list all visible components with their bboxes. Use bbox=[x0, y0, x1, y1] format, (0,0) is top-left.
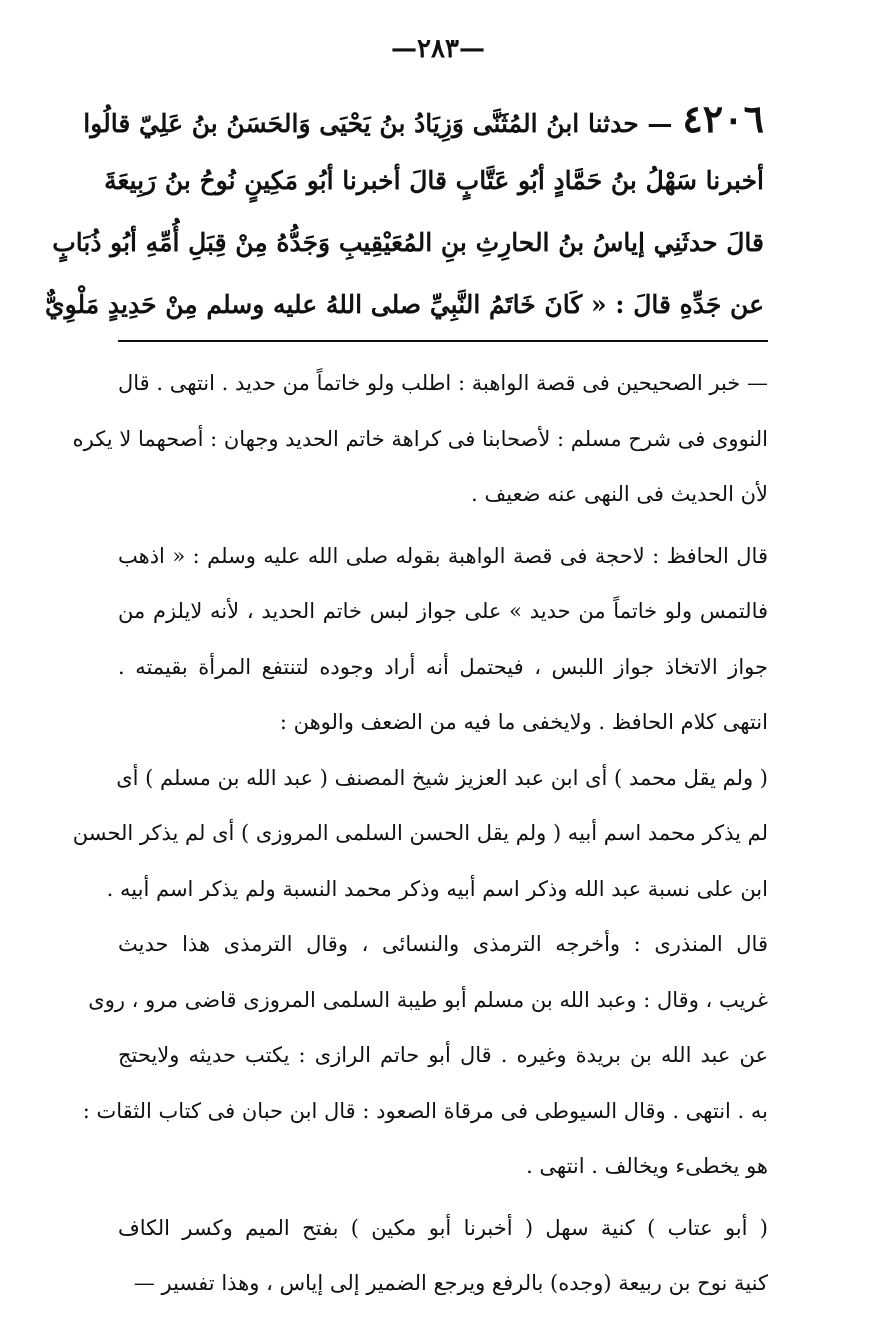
commentary bbox=[72, 356, 768, 1312]
hadith-line: قالَ حدثَنِي إياسُ بنُ الحارِثِ بنِ المُعَيْقِيبِ وَجَدُّهُ مِنْ قِبَلِ أُمِّهِ أبُو ذُبَابٍ bbox=[52, 228, 764, 257]
page-number: —٢٨٣— bbox=[391, 34, 485, 64]
commentary-line: لأن الحديث فى النهى عنه ضعيف . bbox=[471, 482, 768, 506]
commentary-paragraph bbox=[118, 529, 768, 751]
hadith-line-text: — حدثنا ابنُ المُثَنَّى وَزِيَادُ بنُ يَحْيَى وَالحَسَنُ بنُ عَلِيّ قالُوا bbox=[83, 109, 673, 138]
commentary-line: ( ولم يقل محمد ) أى ابن عبد العزيز شيخ المصنف ( عبد الله بن مسلم ) أى bbox=[116, 765, 768, 790]
commentary-line: انتهى كلام الحافظ . ولايخفى ما فيه من الضعف والوهن : bbox=[279, 710, 768, 734]
commentary-line: عن عبد الله بن بريدة وغيره . قال أبو حاتم الرازى : يكتب حديثه ولايحتج bbox=[118, 1043, 768, 1067]
commentary-line: هو يخطىء ويخالف . انتهى . bbox=[526, 1154, 768, 1178]
commentary-line: ( أبو عتاب ) كنية سهل ( أخبرنا أبو مكين ) بفتح الميم وكسر الكاف bbox=[118, 1215, 768, 1240]
commentary-line: غريب ، وقال : وعبد الله بن مسلم أبو طيبة السلمى المروزى قاضى مرو ، روى bbox=[88, 987, 768, 1012]
commentary-line: لم يذكر محمد اسم أبيه ( ولم يقل الحسن السلمى المروزى ) أى لم يذكر الحسن bbox=[72, 821, 768, 845]
commentary-paragraph bbox=[72, 356, 768, 523]
divider-rule bbox=[118, 340, 768, 342]
hadith-line: عن جَدِّهِ قالَ : « كَانَ خَاتَمُ النَّبِيِّ صلى اللهُ عليه وسلم مِنْ حَدِيدٍ مَلْوِيٌّ bbox=[45, 290, 764, 319]
commentary-line: قال الحافظ : لاحجة فى قصة الواهبة بقوله صلى الله عليه وسلم : « اذهب bbox=[118, 543, 768, 568]
commentary-paragraph bbox=[82, 917, 768, 1195]
commentary-line: جواز الاتخاذ جواز اللبس ، فيحتمل أنه أراد وجوده لتنتفع المرأة بقيمته . bbox=[118, 654, 768, 679]
commentary-paragraph bbox=[118, 1201, 768, 1312]
commentary-line: كنية نوح بن ربيعة (وجده) بالرفع ويرجع الضمير إلى إياس ، وهذا تفسير — bbox=[133, 1271, 768, 1295]
commentary-line: ابن على نسبة عبد الله وذكر اسم أبيه وذكر محمد النسبة ولم يذكر اسم أبيه . bbox=[106, 876, 768, 901]
hadith-line: أخبرنا سَهْلُ بنُ حَمَّادٍ أبُو عَتَّابٍ قالَ أخبرنا أبُو مَكِينٍ نُوحُ بنُ رَبِيعَةَ bbox=[104, 166, 764, 195]
commentary-line: النووى فى شرح مسلم : لأصحابنا فى كراهة خاتم الحديد وجهان : أصحهما لا يكره bbox=[72, 426, 768, 451]
hadith-line bbox=[83, 88, 764, 150]
commentary-line: فالتمس ولو خاتماً من حديد » على جواز لبس خاتم الحديد ، لأنه لايلزم من bbox=[118, 599, 768, 623]
commentary-line: — خبر الصحيحين فى قصة الواهبة : اطلب ولو خاتماً من حديد . انتهى . قال bbox=[118, 371, 768, 395]
hadith-block bbox=[45, 88, 764, 336]
commentary-line: قال المنذرى : وأخرجه الترمذى والنسائى ، وقال الترمذى هذا حديث bbox=[118, 932, 768, 956]
commentary-paragraph bbox=[72, 751, 768, 918]
commentary-line: به . انتهى . وقال السيوطى فى مرقاة الصعود : قال ابن حبان فى كتاب الثقات : bbox=[82, 1098, 768, 1123]
hadith-number: ٤٢٠٦ bbox=[682, 96, 764, 141]
